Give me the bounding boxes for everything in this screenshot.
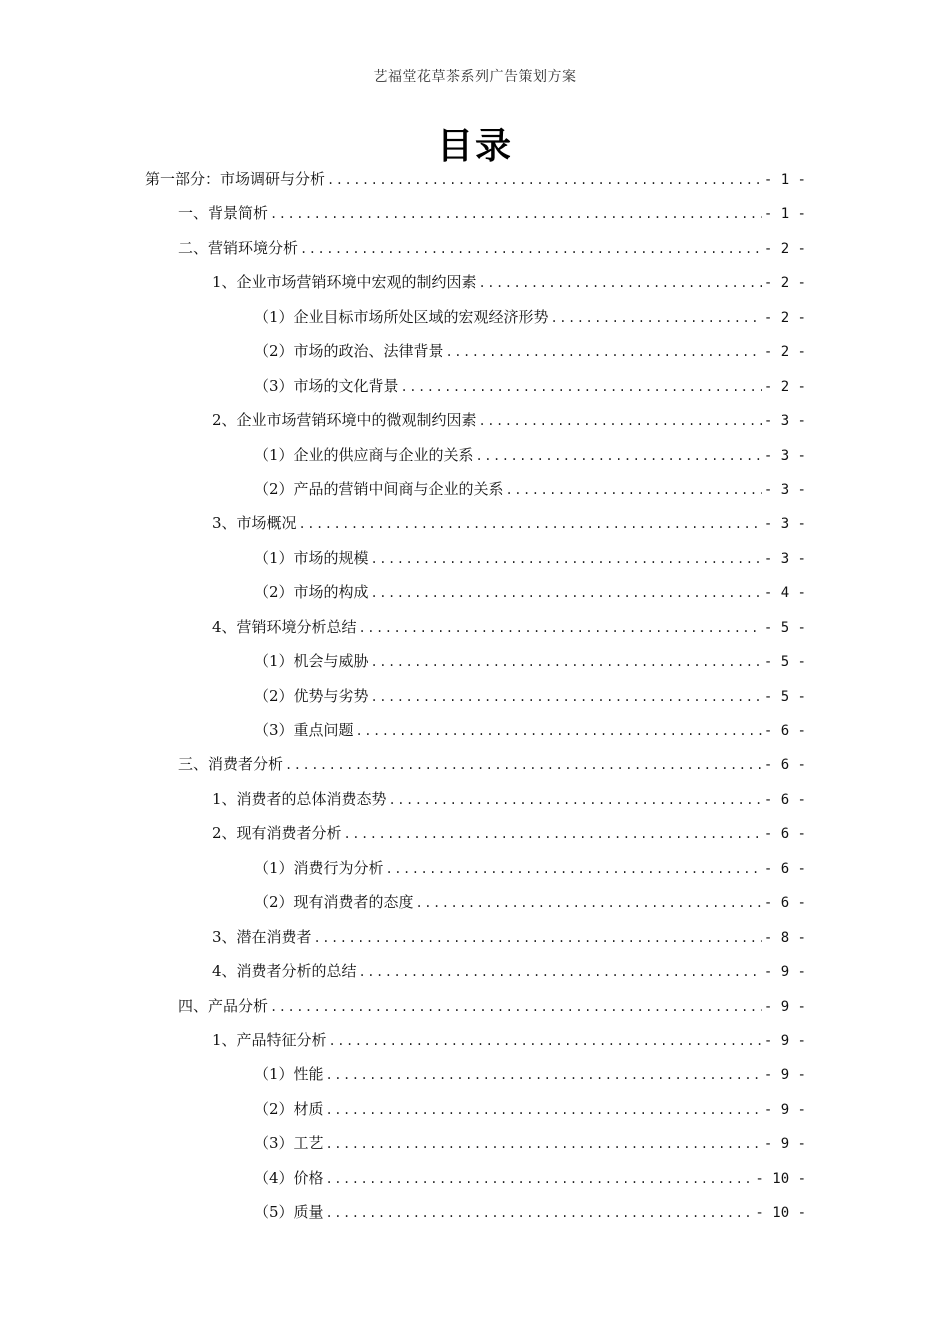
toc-entry[interactable] — [0, 579, 950, 613]
toc-entry-row — [254, 442, 806, 468]
toc-entry-label: （1）市场的规模 — [254, 548, 369, 567]
toc-entry-row — [178, 993, 806, 1019]
toc-entry-label: （4）价格 — [254, 1168, 324, 1187]
toc-entry-row — [254, 683, 806, 709]
toc-entry-page-number: - 6 - — [763, 860, 806, 877]
toc-entry[interactable] — [0, 510, 950, 544]
toc-entry-row — [254, 1199, 806, 1225]
toc-entry-page-number: - 1 - — [763, 206, 806, 223]
toc-dot-leader — [371, 649, 762, 675]
toc-entry-row — [212, 958, 806, 984]
toc-entry-page-number: - 5 - — [763, 619, 806, 636]
toc-entry-label: （3）工艺 — [254, 1134, 324, 1153]
toc-entry-page-number: - 4 - — [763, 585, 806, 602]
table-of-contents — [0, 166, 950, 1234]
toc-dot-leader — [329, 1028, 762, 1054]
toc-entry-label: 四、产品分析 — [178, 996, 269, 1015]
toc-entry[interactable] — [0, 1130, 950, 1164]
toc-entry-label: 2、企业市场营销环境中的微观制约因素 — [212, 411, 477, 430]
toc-entry-page-number: - 9 - — [763, 998, 806, 1015]
toc-entry-page-number: - 5 - — [763, 688, 806, 705]
toc-entry-page-number: - 2 - — [763, 378, 806, 395]
toc-entry-row — [212, 269, 806, 295]
toc-entry-label: （1）企业目标市场所处区域的宏观经济形势 — [254, 307, 549, 326]
toc-entry-page-number: - 6 - — [763, 723, 806, 739]
toc-entry-label: 4、消费者分析的总结 — [212, 962, 357, 981]
toc-entry-row — [212, 510, 806, 536]
toc-dot-leader — [326, 1062, 762, 1088]
toc-entry-label: （2）材质 — [254, 1099, 324, 1118]
toc-entry-page-number: - 10 - — [755, 1205, 806, 1222]
toc-title: 目录 — [436, 126, 513, 167]
toc-entry-page-number: - 2 - — [763, 275, 806, 292]
toc-entry-row — [212, 786, 806, 812]
toc-entry[interactable] — [0, 235, 950, 269]
toc-entry-label: （2）优势与劣势 — [254, 686, 369, 705]
toc-entry-row — [212, 924, 806, 950]
toc-entry[interactable] — [0, 200, 950, 234]
toc-entry[interactable] — [0, 889, 950, 923]
toc-entry[interactable] — [0, 1061, 950, 1095]
toc-entry[interactable] — [0, 648, 950, 682]
toc-entry[interactable] — [0, 855, 950, 889]
toc-entry-row — [254, 889, 806, 915]
toc-entry-page-number: - 1 - — [763, 172, 806, 188]
toc-entry-row — [178, 200, 806, 226]
toc-dot-leader — [344, 821, 762, 847]
toc-entry[interactable] — [0, 166, 950, 200]
toc-entry-page-number: - 9 - — [763, 1032, 806, 1049]
toc-dot-leader — [389, 787, 762, 813]
toc-entry[interactable] — [0, 1199, 950, 1233]
toc-entry[interactable] — [0, 958, 950, 992]
toc-entry-row — [212, 614, 806, 640]
toc-entry-row — [254, 304, 806, 330]
toc-entry[interactable] — [0, 1165, 950, 1199]
toc-dot-leader — [476, 443, 762, 469]
toc-entry[interactable] — [0, 924, 950, 958]
toc-dot-leader — [371, 580, 762, 606]
toc-entry-row — [178, 235, 806, 261]
toc-entry-row — [212, 1027, 806, 1053]
toc-dot-leader — [359, 615, 762, 641]
toc-dot-leader — [299, 511, 762, 537]
toc-entry[interactable] — [0, 442, 950, 476]
toc-entry-page-number: - 2 - — [763, 309, 806, 326]
toc-entry-label: （2）市场的政治、法律背景 — [254, 342, 444, 361]
toc-entry[interactable] — [0, 786, 950, 820]
toc-entry-page-number: - 9 - — [763, 1067, 806, 1084]
toc-entry-label: 1、产品特征分析 — [212, 1030, 327, 1049]
toc-dot-leader — [326, 1200, 754, 1226]
toc-entry-page-number: - 9 - — [763, 1136, 806, 1153]
toc-entry-label: 三、消费者分析 — [178, 755, 284, 774]
toc-entry-page-number: - 9 - — [763, 1101, 806, 1118]
toc-entry-page-number: - 3 - — [763, 413, 806, 430]
toc-entry-label: 3、市场概况 — [212, 514, 297, 533]
toc-entry-page-number: - 10 - — [755, 1170, 806, 1187]
toc-entry[interactable] — [0, 545, 950, 579]
toc-dot-leader — [270, 994, 762, 1020]
toc-entry-page-number: - 6 - — [763, 791, 806, 808]
toc-entry-page-number: - 6 - — [763, 895, 806, 912]
toc-entry-label: （1）性能 — [254, 1065, 324, 1084]
toc-dot-leader — [371, 546, 762, 572]
toc-dot-leader — [479, 270, 762, 296]
toc-entry-label: （3）市场的文化背景 — [254, 376, 399, 395]
toc-dot-leader — [371, 684, 762, 710]
toc-dot-leader — [359, 959, 762, 985]
toc-entry-label: （1）企业的供应商与企业的关系 — [254, 445, 474, 464]
toc-entry-page-number: - 2 - — [763, 240, 806, 257]
toc-entry-row — [254, 855, 806, 881]
toc-entry-page-number: - 2 - — [763, 344, 806, 361]
toc-entry-row — [254, 648, 806, 674]
toc-entry-page-number: - 3 - — [763, 516, 806, 533]
toc-dot-leader — [416, 890, 762, 916]
toc-entry-row — [178, 751, 806, 777]
toc-entry-page-number: - 5 - — [763, 654, 806, 671]
toc-entry-label: 一、背景简析 — [178, 204, 269, 223]
toc-entry[interactable] — [0, 1027, 950, 1061]
toc-entry-row — [212, 407, 806, 433]
toc-dot-leader — [401, 374, 762, 400]
toc-dot-leader — [326, 1166, 754, 1192]
toc-dot-leader — [479, 408, 762, 434]
toc-dot-leader — [327, 167, 762, 193]
toc-entry-label: 二、营销环境分析 — [178, 238, 299, 257]
toc-entry-page-number: - 3 - — [763, 447, 806, 464]
toc-entry-row — [212, 820, 806, 846]
toc-entry-row — [254, 717, 806, 743]
toc-entry-label: （3）重点问题 — [254, 721, 354, 739]
toc-entry-row — [254, 1165, 806, 1191]
toc-entry-label: （2）现有消费者的态度 — [254, 893, 414, 912]
toc-entry-row — [254, 476, 806, 502]
toc-entry-page-number: - 3 - — [763, 481, 806, 498]
toc-entry-row — [254, 545, 806, 571]
toc-entry-row — [254, 1061, 806, 1087]
toc-entry-label: 3、潜在消费者 — [212, 927, 312, 946]
toc-dot-leader — [356, 718, 762, 744]
toc-entry-page-number: - 6 - — [763, 757, 806, 774]
toc-entry-page-number: - 3 - — [763, 550, 806, 567]
toc-dot-leader — [506, 477, 762, 503]
toc-entry-label: 2、现有消费者分析 — [212, 824, 342, 843]
toc-entry-label: 1、企业市场营销环境中宏观的制约因素 — [212, 273, 477, 292]
toc-entry[interactable] — [0, 614, 950, 648]
toc-entry-page-number: - 8 - — [763, 929, 806, 946]
toc-entry-label: 1、消费者的总体消费态势 — [212, 789, 387, 808]
toc-entry[interactable] — [0, 373, 950, 407]
toc-entry[interactable] — [0, 338, 950, 372]
toc-entry[interactable] — [0, 993, 950, 1027]
toc-entry-row — [254, 373, 806, 399]
toc-entry[interactable] — [0, 476, 950, 510]
toc-dot-leader — [314, 925, 762, 951]
toc-entry[interactable] — [0, 407, 950, 441]
toc-entry[interactable] — [0, 269, 950, 303]
toc-entry-label: （2）市场的构成 — [254, 583, 369, 602]
toc-entry[interactable] — [0, 1096, 950, 1130]
toc-entry[interactable] — [0, 751, 950, 785]
toc-dot-leader — [326, 1097, 762, 1123]
toc-entry-row — [254, 1096, 806, 1122]
toc-dot-leader — [270, 201, 762, 227]
toc-entry-row — [254, 579, 806, 605]
toc-entry[interactable] — [0, 683, 950, 717]
toc-dot-leader — [386, 856, 762, 882]
toc-entry-row — [254, 1130, 806, 1156]
toc-dot-leader — [326, 1131, 762, 1157]
toc-dot-leader — [446, 339, 762, 365]
toc-entry-label: 4、营销环境分析总结 — [212, 617, 357, 636]
toc-dot-leader — [285, 752, 762, 778]
toc-entry-page-number: - 6 - — [763, 826, 806, 843]
toc-dot-leader — [300, 236, 762, 262]
toc-entry-page-number: - 9 - — [763, 964, 806, 981]
toc-entry-label: 第一部分：市场调研与分析 — [145, 170, 326, 188]
toc-entry-row — [254, 338, 806, 364]
running-header: 艺福堂花草茶系列广告策划方案 — [373, 69, 577, 85]
toc-dot-leader — [551, 305, 762, 331]
toc-entry-row — [145, 166, 806, 192]
toc-entry-label: （5）质量 — [254, 1203, 324, 1222]
toc-entry-label: （1）机会与威胁 — [254, 652, 369, 671]
toc-entry[interactable] — [0, 820, 950, 854]
toc-entry-label: （1）消费行为分析 — [254, 858, 384, 877]
toc-entry[interactable] — [0, 304, 950, 338]
toc-entry[interactable] — [0, 717, 950, 751]
toc-entry-label: （2）产品的营销中间商与企业的关系 — [254, 479, 504, 498]
